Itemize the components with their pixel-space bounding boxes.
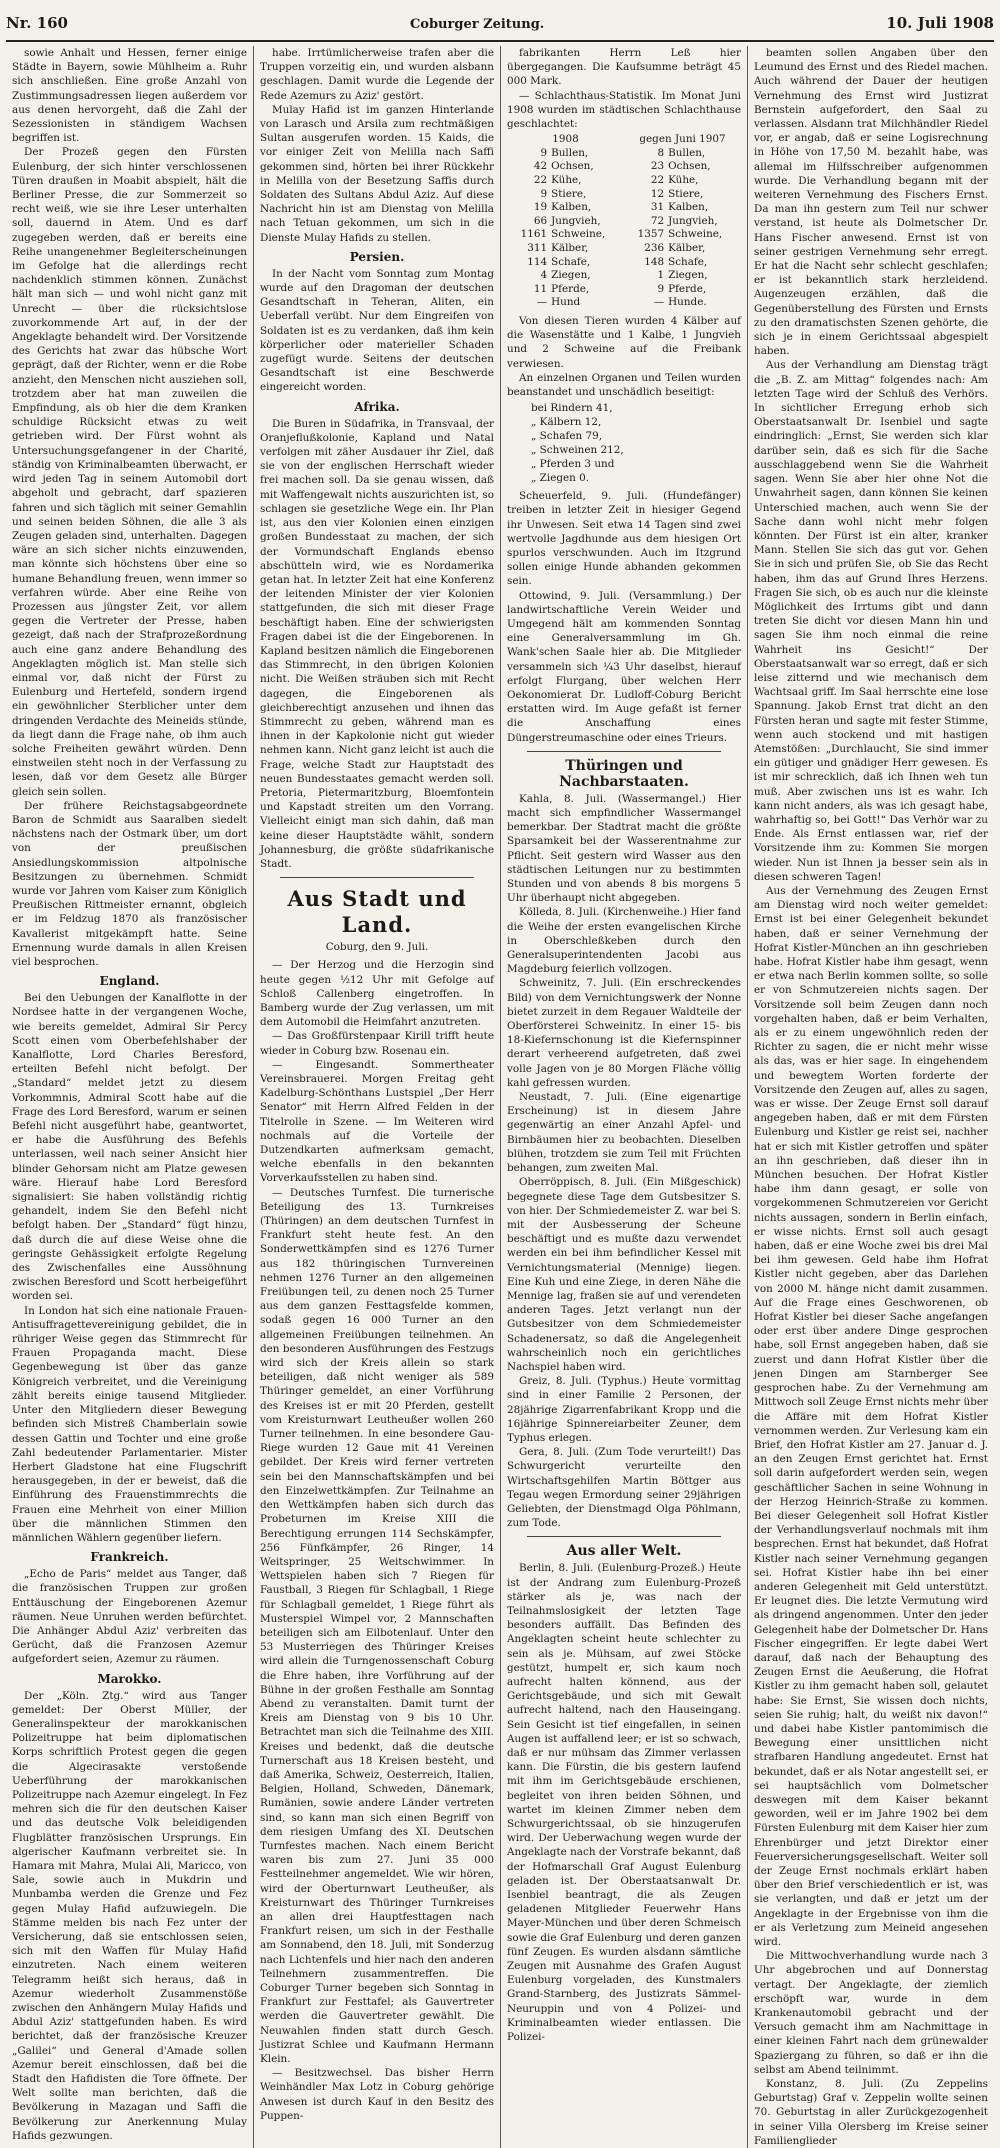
table-cell: 1161 [520,228,548,241]
table-cell: 148 [644,255,665,268]
section-heading-thueringen: Thüringen und Nachbarstaaten. [559,757,689,790]
table-cell: 66 [533,214,548,227]
paragraph: Die Mittwochverhandlung wurde nach 3 Uhr abgebrochen und auf Donnerstag vertagt. Der Angeklagte, der ziemlich erschöpft war, wurde in dem Krankenautomobil gebracht und der Versuch gemacht ihm am Nachmittage in einer kleinen Fahrt nach dem grünewalder Spaziergang zu führen, so daß er ihn die selbst am Abend teilnimmt. [754,1950,988,2076]
masthead [6,14,994,34]
list-item: bei Rindern 41, [531,402,613,415]
paragraph: An einzelnen Organen und Teilen wurden beanstandet und unschädlich beseitigt: [507,371,741,398]
paragraph: Aus der Vernehmung des Zeugen Ernst am Dienstag wird noch weiter gemeldet: Ernst ist bei einer Gelegenheit bekundet haben, daß er seiner Vernehmung der Hofrat Kistler-München an ihn geschrieben habe. Hofrat Kistler habe ihm gesagt, wenn er etwa nach Berlin kommen sollte, so solle er von Schmutzereien nichts sagen. Der Vorsitzende soll beim Zeugen dann noch vorgehalten haben, daß er beim Verhalten, als er zu einem ungewöhnlich reden der Richter zu sagen, die er nicht mehr wisse als das, was er hier sage. In eingehendem und bewegtem Worten forderte der Vorsitzende den Zeugen auf, alles zu sagen, was er wisse. Der Zeuge Ernst soll darauf angegeben haben, daß er mit dem Fürsten Eulenburg und Kistler ge reist sei, nachher hat er sich mit Kistler getroffen und später an ihn geschrieben, daß dieser ihn in München besuchen. Der Hofrat Kistler habe ihm dann gesagt, er solle von vorgekommenen Schmutzereien vor Gericht nichts aussagen, sondern in Berlin einfach, er wisse nichts. Ernst soll auch gesagt haben, daß er eine Woche zwei bis drei Mal bei ihm gewesen. Geld habe ihm Hofrat Kistler nicht gegeben, aber das Darlehen von 2000 M. hänge nicht damit zusammen. Auf die Frage eines Geschworenen, ob Hofrat Kistler bei dieser Sache angefangen oder erst über andere Dinge gesprochen habe, soll Ernst angegeben haben, daß sie zuerst und dann Hofrat Kistler über die jenen Dingen am Starnberger See gesprochen habe. Zu der Vernehmung am Mittwoch soll Zeuge Ernst nichts mehr über die Affäre mit dem Hofrat Kistler vernommen werden. Zur Verlesung kam ein Brief, den Hofrat Kistler am 27. Januar d. J. an den Zeugen Ernst gerichtet hat. Ernst soll darin aufgefordert werden sein, wegen geschäftlicher Sachen in seine Wohnung in der Herzog Heinrich-Straße zu kommen. Bei dieser Gelegenheit soll Hofrat Kistler der Verhandlungsverlauf nochmals mit ihm besprechen. Ernst hat bekundet, daß Hofrat Kistler nach seiner Vernehmung gegangen sei. Hofrat Kistler habe ihn bei einer anderen Gelegenheit mit Geld unterstützt. Er leugnet dies. Die letzte Vermutung wird als dringend angenommen. Unter den jeder Gelegenheit habe der Dolmetscher Dr. Hans Fischer eingegriffen. Er legte dabei Wert darauf, daß nach der Behauptung des Zeugen Ernst die Aeußerung, die Hofrat Kistler zu ihm gemacht haben soll, gelautet habe: Sie Ernst, Sie wissen doch nichts, seien Sie ruhig; halt, du weißt nix davon!“ und dabei habe Kistler pantomimisch die Bewegung einer unsittlichen nicht strafbaren Handlung angedeutet. Ernst hat bekundet, daß er als Notar angestellt sei, er sei hauptsächlich vom Dolmetscher deswegen mit dem Kaiser bekannt geworden, weil er im Jahre 1902 bei dem Fürsten Eulenburg mit dem Kaiser hier zum Ehrenbürger und jetzt Direktor einer Feuerversicherungsgesellschaft. Weiter soll der Zeuge Ernst nochmals erklärt haben über den Brief verschiedentlich er ist, was sie verlangten, und daß er jetzt um der Angeklagte in der Ergebnisse von ihm die er als Verletzung zum Meineid angesehen wird. [754,884,988,1949]
paragraph: beamten sollen Angaben über den Leumund des Ernst und des Riedel machen. Auch während der Dauer der heutigen Vernehmung des Ernst wird Justizrat Bernstein aufgefordert, den Saal zu verlassen. Alsdann trat Milchhändler Riedel vor, er angab, daß er seine Logisrechnung in Höhe von 17,50 M. bezahlt habe, was allemal im Hilfsschreiber aufgenommen wurde. Die Verhandlung begann mit der weiteren Vernehmung des Fischers Ernst. Da man ihn gestern zum Teil nur schwer verstand, ist heute als Dolmetscher Dr. Hans Fischer anwesend. Ernst ist von seiner gestrigen Vernehmung sehr erregt. Er hat die Nacht sehr schlecht geschlafen; er ist bekanntlich stark herzleidend. Augenzeugen erzählen, daß die Gegenüberstellung des Fürsten und Ernsts zu den dramatischsten Szenen gehörte, die sich je in einem Gerichtssaal abgespielt haben. [754,47,988,358]
paragraph: Greiz, 8. Juli. (Typhus.) Heute vormittag sind in einer Familie 2 Personen, der 28jährige Zigarrenfabrikant Kropp und die 16jährige Spinnereiarbeiter Zeuner, dem Typhus erlegen. [507,1375,741,1444]
newspaper-title: Coburger Zeitung. [409,17,545,32]
table-cell: 42 [533,160,548,173]
table-cell: 311 [527,241,548,254]
masthead-rule [6,40,994,42]
table-cell: 31 [650,201,665,214]
table-row [507,201,741,215]
column-2 [253,46,500,2148]
table-cell: Stiere, [668,187,704,200]
table-cell: 11 [533,282,548,295]
paragraph: Der „Köln. Ztg.“ wird aus Tanger gemeldet: Der Oberst Müller, der Generalinspekteur der marokkanischen Polizeitruppe hat beim diplomatischen Korps schriftlich Protest gegen die gegen die Algecirasakte verstoßende Ueberführung der marokkanischen Polizeitruppe nach Azemur eingelegt. In Fez mehren sich die für den deutschen Kaiser und das deutsche Volk beleidigenden Flugblätter französischen Ursprungs. Ein algerischer Kaufmann verbreitet sie. In Hamara mit Mahra, Mulai Ali, Maricco, von Sale, sowie auch in Mukdrin und Munbamba werden die Grenze und Fez gegen Mulay Hafid aufzuwiegeln. Die Stämme melden bis nach Fez unter der Versicherung, daß sie entschlossen seien, sich mit den Waffen für Mulay Hafid einzutreten. Nach einem weiteren Telegramm heißt sich heraus, daß in Azemur wiederholt Zusammenstöße zwischen den Anhängern Mulay Hafids und Abdul Aziz' stattgefunden haben. Es wird berichtet, daß der französische Kreuzer „Galilei“ und General d'Amade sollen Azemur bereit einschlossen, daß bei die Stadt den Hafidisten die Tore öffnete. Der Welt sollte man berichten, daß die Bevölkerung in Mazagan und Saffi die Bevölkerung zur Anerkennung Mulay Hafids gezwungen. [12,1689,247,2142]
table-cell: Ziegen, [668,269,708,282]
paragraph: — Besitzwechsel. Das bisher Herrn Weinhändler Max Lotz in Coburg gehörige Anwesen ist durch Kauf in den Besitz des Puppen- [260,2067,494,2122]
section-heading-aus-aller-welt: Aus aller Welt. [566,1543,682,1560]
table-cell: 72 [650,214,665,227]
table-cell: Ochsen, [668,160,711,173]
table-row [507,160,741,174]
column-3 [500,46,747,2148]
table-cell: 19 [533,201,548,214]
table-cell: 9 [540,187,548,200]
table-row [507,269,741,283]
table-row [507,147,741,161]
table-cell: 8 [657,146,665,159]
table-cell: Hunde. [668,296,707,309]
paragraph: — Der Herzog und die Herzogin sind heute gegen ½12 Uhr mit Gefolge auf Schloß Callenberg eingetroffen. In Bamberg wurde der Zug verlassen, um mit dem Automobil die Heimfahrt anzutreten. [260,959,494,1029]
table-cell: Bullen, [668,146,706,159]
list-item: „ Ziegen 0. [531,472,590,485]
table-cell: Schweine, [668,228,723,241]
paragraph: Mulay Hafid ist im ganzen Hinterlande von Larasch und Arsila zum rechtmäßigen Sultan ausgerufen worden. 15 Kaids, die vor einiger Zeit von Melilla nach Saffi gekommen sind, hörten bei ihrer Rückkehr in Melilla von der Besetzung Saffis durch Soldaten des Sultans Abdul Aziz. Auf diese Nachricht hin ist am Dienstag von Melilla nach Tetuan gekommen, um sich in die Dienste Mulay Hafids zu stellen. [260,103,494,244]
table-header-cell: 1908 [552,133,579,146]
table-cell: Schafe, [551,255,591,268]
table-cell: Stiere, [551,187,587,200]
table-cell: 22 [533,174,548,186]
table-cell: Bullen, [551,146,589,159]
table-cell: Kalben, [551,201,592,214]
list-item: „ Kälbern 12, [531,416,602,429]
table-cell: Kälber, [668,241,706,254]
columns [6,46,994,2147]
table-cell: 4 [540,269,548,282]
table-cell: Pferde, [551,282,590,295]
paragraph: Die Buren in Südafrika, in Transvaal, der Oranjeflußkolonie, Kapland und Natal verfolgen mit zäher Ausdauer ihr Ziel, daß sie von der englischen Herrschaft wieder frei machen soll. Da sie genau wissen, daß mit Waffengewalt nichts auszurichten ist, so schlagen sie gesetzliche Wege ein. Ihr Plan ist, aus den vier Kolonien einen einzigen großen Bundesstaat zu machen, der sich der Vormundschaft Englands ebenso abschütteln wird, wie es Nordamerika getan hat. In letzter Zeit hat eine Konferenz der leitenden Minister der vier Kolonien stattgefunden, die sich mit dieser Frage beschäftigt haben. Eine der schwierigsten Fragen dabei ist die der Eingeborenen. In Kapland besitzen nämlich die Eingeborenen das Stimmrecht, in den übrigen Kolonien nicht. Die Weißen sträuben sich mit Recht dagegen, die Eingeborenen als gleichberechtigt anzusehen und ihnen das Stimmrecht zu geben, während man es ihnen in der Kapkolonie nicht gut wieder nehmen kann. Nicht ganz leicht ist auch die Frage, welche Stadt zur Hauptstadt des neuen Bundesstaates gemacht werden soll. Pretoria, Pietermaritzburg, Bloemfontein und Kapstadt streiten um den Vorrang. Vielleicht einigt man sich dahin, daß man keine dieser Hauptstädte wählt, sondern Johannesburg, die größte südafrikanische Stadt. [260,417,494,870]
section-heading-afrika: Afrika. [354,399,400,414]
table-cell: 23 [650,160,665,173]
divider [527,1536,721,1537]
paragraph: sowie Anhalt und Hessen, ferner einige Städte in Bayern, sowie Mühlheim a. Ruhr sich anschließen. Eine große Anzahl von Zustimmungsadressen liegen außerdem vor aus denen hervorgeht, daß die Zahl der Sezessionisten in ständigem Wachsen begriffen ist. [12,47,247,145]
table-cell: Ochsen, [551,160,594,173]
section-heading-marokko: Marokko. [97,1671,162,1686]
table-row [507,174,741,188]
table-row [507,215,741,229]
paragraph: Neustadt, 7. Juli. (Eine eigenartige Erscheinung) ist in diesem Jahre gegenwärtig an einer Anzahl Apfel- und Birnbäumen hier zu beobachten. Dieselben blühen, trotzdem sie zum Teil mit Früchten behangen, zum zweiten Mal. [507,1091,741,1175]
table-cell: 12 [650,187,665,200]
table-row [507,188,741,202]
paragraph: Berlin, 8. Juli. (Eulenburg-Prozeß.) Heute ist der Andrang zum Eulenburg-Prozeß stärker als je, was nach der Teilnahmslosigkeit der letzten Tage besonders auffällt. Das Befinden des Angeklagten scheint heute schlechter zu sein als je. Mühsam, auf zwei Stöcke gestützt, humpelt er, sich kaum noch aufrecht halten könnend, aus der Gerichtsgebäude, und sich mit Gewalt aufrecht haltend, nach den Hauseingang. Sein Gesicht ist tief eingefallen, in seinen Augen ist auffallend leer; er ist so schwach, daß er nur mühsam das Zimmer verlassen kann. Die Fürstin, die bis gestern laufend mit ihm im Gerichtsgebäude erschienen, begleitet von ihren beiden Söhnen, und wartet im kleinen Zimmer neben dem Schwurgerichtssaal, ob sie hinzugerufen wird. Der Ueberwachung wegen wurde der Angeklagte nach der Vorstrafe bekannt, daß der Hofmarschall Graf August Eulenburg geladen ist. Der Oberstaatsanwalt Dr. Isenbiel beantragt, die als Zeugen geladenen Mitglieder Feuerwehr Hans Mayer-München und über deren Schmeisch sowie die Graf Eulenburg und deren ganzen fünf Zeugen. Es wurden alsdann sämtliche Zeugen mit Ausnahme des Grafen August Eulenburg vorgeladen, des Kunstmalers Grand-Starnberg, des Justizrats Sämmel-Neuruppin und von 4 Polizei- und Kriminalbeamten wieder entlassen. Die Polizei- [507,1562,741,2044]
table-cell: Hund [551,296,581,309]
section-heading-frankreich: Frankreich. [90,1550,169,1565]
column-4 [747,46,994,2148]
issue-date: 10. Juli 1908 [886,14,994,32]
table-cell: 1 [657,269,665,282]
paragraph: — Schlachthaus-Statistik. Im Monat Juni 1908 wurden im städtischen Schlachthause geschlachtet: [507,89,741,131]
paragraph: In London hat sich eine nationale Frauen-Antisuffragettevereinigung gebildet, die in rühriger Weise gegen das Stimmrecht für Frauen Propaganda macht. Diese Gegenbewegung ist über das ganze Königreich verbreitet, und die Vereinigung zählt bereits einige tausend Mitglieder. Unter den Mitgliedern dieser Bewegung befinden sich Mistreß Chamberlain sowie dessen Gattin und Tochter und eine große Zahl bedeutender Parlamentarier. Mister Herbert Gladstone hat eine Flugschrift herausgegeben, in der er beweist, daß die Einführung des Frauenstimmrechts die Frauen eine Mehrheit von einer Million über die männlichen Stimmen den männlichen Wählern gegenüber liefern. [12,1304,247,1544]
table-cell: — [536,296,548,309]
table-cell: 22 [650,174,665,186]
paragraph: — Das Großfürstenpaar Kirill trifft heute wieder in Coburg bzw. Rosenau ein. [260,1030,494,1057]
paragraph: — Deutsches Turnfest. Die turnerische Beteiligung des 13. Turnkreises (Thüringen) an dem deutschen Turnfest in Frankfurt steht heute fest. An den Sonderwettkämpfen sind es 1276 Turner aus 182 thüringischen Turnvereinen nehmen 1276 Turner an den allgemeinen Freiübungen teil, zu denen noch 25 Turner aus dem ganzen Festtagsfelde kommen, sodaß gegen 16 000 Turner an den allgemeinen Freiübungen teilnehmen. An den besonderen Ausführungen des Festzugs wird sich der Kreis allein so stark beteiligen, daß nicht weniger als 589 Thüringer gemeldet, an einer Vorführung des Kreises ist er mit 20 Pferden, gestellt vom Kreisturnwart Leutheußer wollen 260 Turner teilnehmen. In eine besondere Gau-Riege wurden 12 Gaue mit 41 Vereinen gebildet. Der Kreis wird ferner vertreten sein bei den Mannschaftskämpfen und bei den Einzelwettkämpfen. Zur Teilnahme an den Wettkämpfen haben sich durch das Probeturnen im Kreise XIII die Berechtigung errungen 114 Sechskämpfer, 256 Fünfkämpfer, 26 Ringer, 14 Weitspringer, 25 Weitschwimmer. In Wettspielen haben sich 7 Riegen für Faustball, 3 Riegen für Schlagball, 1 Riege für Schlagball gemeldet, 1 Riege führt als Musterspiel Wimpel vor, 2 Mannschaften beteiligen sich am Eilbotenlauf. Unter den 53 Musterriegen des Thüringer Kreises wird allein die Turngenossenschaft Coburg die Ehre haben, ihre Vorführung auf der Bühne in der großen Festhalle am Sonntag Abend zu veranstalten. Damit turnt der Kreis am Dienstag von 9 bis 10 Uhr. Betrachtet man sich die Teilnahme des XIII. Kreises und bedenkt, daß die deutsche Turnerschaft aus 18 Kreisen besteht, und daß Amerika, Schweiz, Oesterreich, Italien, Belgien, Holland, Schweden, Dänemark, Rumänien, sowie andere Länder vertreten sind, so kann man sich einen Begriff von dem riesigen Umfang des XI. Deutschen Turnfestes machen. Nach einem Bericht waren bis zum 27. Juni 35 000 Festteilnehmer angemeldet. Wie wir hören, wird der Oberturnwart Leutheußer, als Kreisturnwart des Thüringer Turnkreises an allen drei Hauptfesttagen nach Frankfurt reisen, um sich in der Festhalle am Sonnabend, den 18. Juli, mit Sonderzug nach Lichtenfels und hier nach den anderen Teilnehmern zusammentreffen. Die Coburger Turner begeben sich Sonntag in Frankfurt zur Festtafel; als Gauvertreter werden die Gauvertreter gewählt. Die Neuwahlen finden statt durch Gesch. Justizrat Schlee und Kaufmann Hermann Klein. [260,1186,494,2066]
paragraph: Der frühere Reichstagsabgeordnete Baron de Schmidt aus Saaralben siedelt nächstens nach der Ostmark über, um dort von der preußischen Ansiedlungskommission altpolnische Besitzungen zu übernehmen. Schmidt wurde vor Jahren vom Kaiser zum Königlich Preußischen Rittmeister ernannt, obgleich er im Feldzug 1870 als französischer Kavallerist mitgekämpft hatte. Seine Ernennung wurde damals in allen Kreisen viel besprochen. [12,799,247,968]
table-cell: Jungvieh, [668,214,718,227]
table-cell: — [653,296,665,309]
paragraph: Der Prozeß gegen den Fürsten Eulenburg, der sich hinter verschlossenen Türen draußen in Moabit abspielt, hält die Berliner Presse, die zur Sommerzeit so recht weiß, wie sie ihre Leser unterhalten soll, dauernd in Atem. Und es darf zugegeben werden, daß er bereits eine Reihe unangenehmer Begleiterscheinungen im Gefolge hat die allerdings recht nachdenklich stimmen können. Zunächst hält man sich — und wohl nicht ganz mit Unrecht — über die rücksichtslose zuvorkommende Art auf, in der der Angeklagte behandelt wird. Der Vorsitzende des Gerichts hat zwar das hübsche Wort geprägt, daß der Richter, wenn er die Robe anzieht, den Menschen nicht ausziehen soll, trotzdem aber hat man zuweilen die Empfindung, als ob hier die dem Kranken schuldige Rücksicht etwas zu weit getrieben wird. Der Fürst wohnt als Untersuchungsgefangener in der Charité, ständig von Kriminalbeamten überwacht, er wird jeden Tag in seinem Automobil dort abgeholt und gebracht, darf spazieren fahren und sich täglich mit seiner Gemahlin und seinen beiden Söhnen, die alle 3 als Zeugen geladen sind, unterhalten. Dagegen wäre an sich sicher nichts einzuwenden, man könnte sich höchstens über eine so humane Behandlung freuen, wenn immer so verfahren würde. Aber eine Reihe von Prozessen aus jüngster Zeit, vor allem gegen die Vertreter der Presse, haben gezeigt, daß nach der Strafprozeßordnung auch eine ganz andere Behandlung des Angeklagten möglich ist. Man stelle sich einmal vor, daß nicht der Fürst zu Eulenburg und Hertefeld, sondern irgend ein gewöhnlicher Sterblicher unter dem dringenden Verdachte des Meineids stünde, da liegt dann die Frage nahe, ob ihm auch solche Freiheiten gewährt würden. Denn einstweilen steht noch in der Verfassung zu lesen, daß vor dem Gesetz alle Bürger gleich sein sollen. [12,146,247,798]
paragraph: Schweinitz, 7. Juli. (Ein erschreckendes Bild) von dem Vernichtungswerk der Nonne bietet zurzeit in dem Regauer Waldteile der Oberförsterei Schweinitz. In einer 15- bis 18-Kiefernschonung ist die Kiefernspinner derart verheerend aufgetreten, daß zwei volle Jagen von je 80 Morgen Fläche völlig kahl gefressen wurden. [507,977,741,1089]
table-cell: Schweine, [551,228,606,241]
divider [527,751,721,752]
slaughter-statistics-table [507,133,741,310]
table-cell: Schafe, [668,255,708,268]
table-row [507,242,741,256]
paragraph: Bei den Uebungen der Kanalflotte in der Nordsee hatte in der vergangenen Woche, wie bereits gemeldet, Admiral Sir Percy Scott einen vom Oberbefehlshaber der Kanalflotte, Lord Charles Beresford, erteilten Befehl nicht befolgt. Der „Standard“ meldet jetzt zu diesem Vorkommnis, Admiral Scott habe auf die Frage des Lord Beresford, warum er seinen Befehl nicht ausgeführt habe, geantwortet, er habe die Ausführung des Befehls unterlassen, weil nach seiner Ansicht hier blinder Gehorsam nicht am Platze gewesen wäre. Hierauf habe Lord Beresford signalisiert: Sie haben vollständig richtig gehandelt, indem Sie den Befehl nicht befolgt haben. Der „Standard“ fügt hinzu, daß durch die auf diese Weise ohne die geringste Gehässigkeit erfolgte Regelung des Zwischenfalles eine Aussöhnung zwischen Beresford und Scott herbeigeführt worden sei. [12,992,247,1303]
table-cell: Kühe, [668,174,699,186]
table-cell: Ziegen, [551,269,591,282]
divider [280,877,474,878]
paragraph: Konstanz, 8. Juli. (Zu Zeppelins Geburtstag) Graf v. Zeppelin wollte seinen 70. Geburtstag in aller Zurückgezogenheit in seiner Villa Olersberg im Kreise seiner Familienglieder [754,2078,988,2147]
list-item: „ Schafen 79, [531,430,603,443]
paragraph: habe. Irrtümlicherweise trafen aber die Truppen vorzeitig ein, und wurden alsbann geschlagen. Damit wurde die Legende der Rede Azemurs zu Aziz' gestört. [260,47,494,102]
table-row [507,296,741,310]
paragraph: Ottowind, 9. Juli. (Versammlung.) Der landwirtschaftliche Verein Weider und Umgegend hält am kommenden Sonntag eine Generalversammlung im Gh. Wank'schen Saale hier ab. Die Mitglieder versammeln sich ¼3 Uhr daselbst, hierauf erfolgt Flurgang, über welchen Herr Oekonomierat Dr. Ludloff-Coburg Bericht erstatten wird. Im Auge gefaßt ist ferner die Anschaffung eines Düngerstreumaschine oder eines Trieurs. [507,589,741,744]
paragraph: Von diesen Tieren wurden 4 Kälber auf die Wasenstätte und 1 Kalbe, 1 Jungvieh und 2 Schweine auf die Freibank verwiesen. [507,314,741,370]
dateline: Coburg, den 9. Juli. [325,941,429,954]
table-row [507,283,741,297]
table-cell: Kälber, [551,241,589,254]
issue-number: Nr. 160 [6,14,68,32]
column-1 [6,46,253,2148]
table-cell: 236 [644,241,665,254]
paragraph: Kölleda, 8. Juli. (Kirchenweihe.) Hier fand die Weihe der ersten evangelischen Kirche in Oberschleßkeben durch den Generalsuperintendenten Jacobi aus Magdeburg feierlich vollzogen. [507,906,741,976]
paragraph: In der Nacht vom Sonntag zum Montag wurde auf den Dragoman der deutschen Gesandtschaft in Teheran, Aliten, ein Ueberfall verübt. Nur dem Eingreifen von Soldaten ist es zu verdanken, daß ihm kein körperlicher oder materieller Schaden zugefügt wurde. Seitens der deutschen Gesandtschaft ist eine Beschwerde eingereicht worden. [260,267,494,394]
paragraph: Gera, 8. Juli. (Zum Tode verurteilt!) Das Schwurgericht verurteilte den Wirtschaftsgehilfen Martin Böttger aus Tegau wegen Ermordung seiner 29jährigen Geliebten, der Dienstmagd Olga Pöhlmann, zum Tode. [507,1446,741,1530]
table-cell: 9 [540,146,548,159]
table-row [507,228,741,242]
paragraph: „Echo de Paris“ meldet aus Tanger, daß die französischen Truppen zur großen Enttäuschung der Eingeborenen Azemur räumen. Neue Unruhen werden befürchtet. Die Anhänger Abdul Aziz' verbreiten das Gerücht, daß die Franzosen Azemur aufgefordert seien, Azemur zu räumen. [12,1568,247,1666]
table-cell: Pferde, [668,282,707,295]
table-cell: 1357 [637,228,665,241]
table-cell: Kalben, [668,201,709,214]
paragraph: fabrikanten Herrn Leß hier übergegangen. Die Kaufsumme beträgt 45 000 Mark. [507,47,741,88]
section-heading-england: England. [99,974,160,989]
table-cell: Kühe, [551,174,582,186]
paragraph: — Eingesandt. Sommertheater Vereinsbrauerei. Morgen Freitag geht Kadelburg-Schönthans Lustspiel „Der Herr Senator“ mit Herrn Alfred Felden in der Titelrolle in Szene. — Im Weiteren wird nochmals auf die Vorteile der Dutzendkarten aufmerksam gemacht, welche ebenfalls in den bekannten Vorverkaufsstellen zu haben sind. [260,1058,494,1185]
paragraph: Aus der Verhandlung am Dienstag trägt die „B. Z. am Mittag“ folgendes nach: Am letzten Tage wird der Schluß des Verhörs. In sichtlicher Erregung erhob sich Oberstaatsanwalt Dr. Isenbiel und sagte eindringlich: „Ernst, Sie werden sich klar darüber sein, daß es sich für die Sache ausschlaggebend wenn Sie die Wahrheit sagen. Wenn Sie aber hier ohne Not die Unwahrheit sagen, dann können Sie keinen Unterschied machen, auch wenn Sie der Sache dann wohl nicht mehr folgen könnten. Der Fürst ist ein alter, kranker Mann. Stellen Sie sich das gut vor. Gehen Sie in sich und prüfen Sie, ob Sie das Recht haben, ihm das auf Grund Ihres Herzens. Fragen Sie sich, ob es auch nur die kleinste Möglichkeit des Irrtums gibt und dann treten Sie dicht vor diesen Mann hin und sagen Sie ihm noch einmal die reine Wahrheit ins Gesicht!“ Der Oberstaatsanwalt war so erregt, daß er sich leise zitternd und wie mechanisch dem Wachtsaal griff. Im Saal herrschte eine lose Spannung. Jakob Ernst trat dicht an den Fürsten heran und sagte mit fester Stimme, wenn auch stockend und mit hastigen Atemstößen: „Durchlaucht, Sie sind immer ein gütiger und gnädiger Herr gewesen. Es ist mir schrecklich, daß ich Ihnen weh tun muß. Aber zwischen uns ist es wahr. Ich kann nicht anders, als was ich gesagt habe, wahrhaftig so, bei Gott!“ Das Verhör war zu Ende. Als Ernst entlassen war, rief der Vorsitzende ihm zu: Kommen Sie morgen wieder. Nun ist Ihnen ja besser sein als in diesen schweren Tagen! [754,359,988,883]
section-heading-persien: Persien. [349,249,405,264]
table-cell: 114 [527,255,548,268]
table-row [507,256,741,270]
list-item: „ Schweinen 212, [531,444,624,457]
paragraph: Oberröppisch, 8. Juli. (Ein Mißgeschick) begegnete diese Tage dem Gutsbesitzer S. von hier. Der Schmiedemeister Z. war bei S. mit der Ausbesserung der Scheune beschäftigt und es mußte dazu verwendet werden ein bei ihm befindlicher Kessel mit Vernichtungsmaterial (Mennige) liegen. Eine Kuh und eine Ziege, in deren Nähe die Mennige lag, fraßen sie auf und verendeten anderen Tages. Jetzt verlangt nun der Gutsbesitzer von dem Schmiedemeister Schadenersatz, so daß die Angelegenheit wahrscheinlich noch ein gerichtliches Nachspiel haben wird. [507,1176,741,1373]
table-cell: Jungvieh, [551,214,601,227]
list-item: „ Pferden 3 und [531,458,615,471]
table-header-cell: gegen Juni 1907 [639,133,726,146]
organ-list [531,401,741,485]
paragraph: Scheuerfeld, 9. Juli. (Hundefänger) treiben in letzter Zeit in hiesiger Gegend ihr Unwesen. Seit etwa 14 Tagen sind zwei wertvolle Jagdhunde aus dem hiesigen Ort spurlos verschwunden. Auch im Itzgrund sollen einige Hunde abhanden gekommen sein. [507,490,741,588]
table-cell: 9 [657,282,665,295]
paragraph: Kahla, 8. Juli. (Wassermangel.) Hier macht sich empfindlicher Wassermangel bemerkbar. Der Stadtrat macht die größte Sparsamkeit bei der Wasserentnahme zur Pflicht. Seit gestern wird Wasser aus den städtischen Leitungen nur zu bestimmten Stunden und von abends 8 bis morgens 5 Uhr überhaupt nicht abgegeben. [507,792,741,905]
section-heading-stadt-und-land: Aus Stadt und Land. [287,886,467,938]
table-row [507,133,741,147]
